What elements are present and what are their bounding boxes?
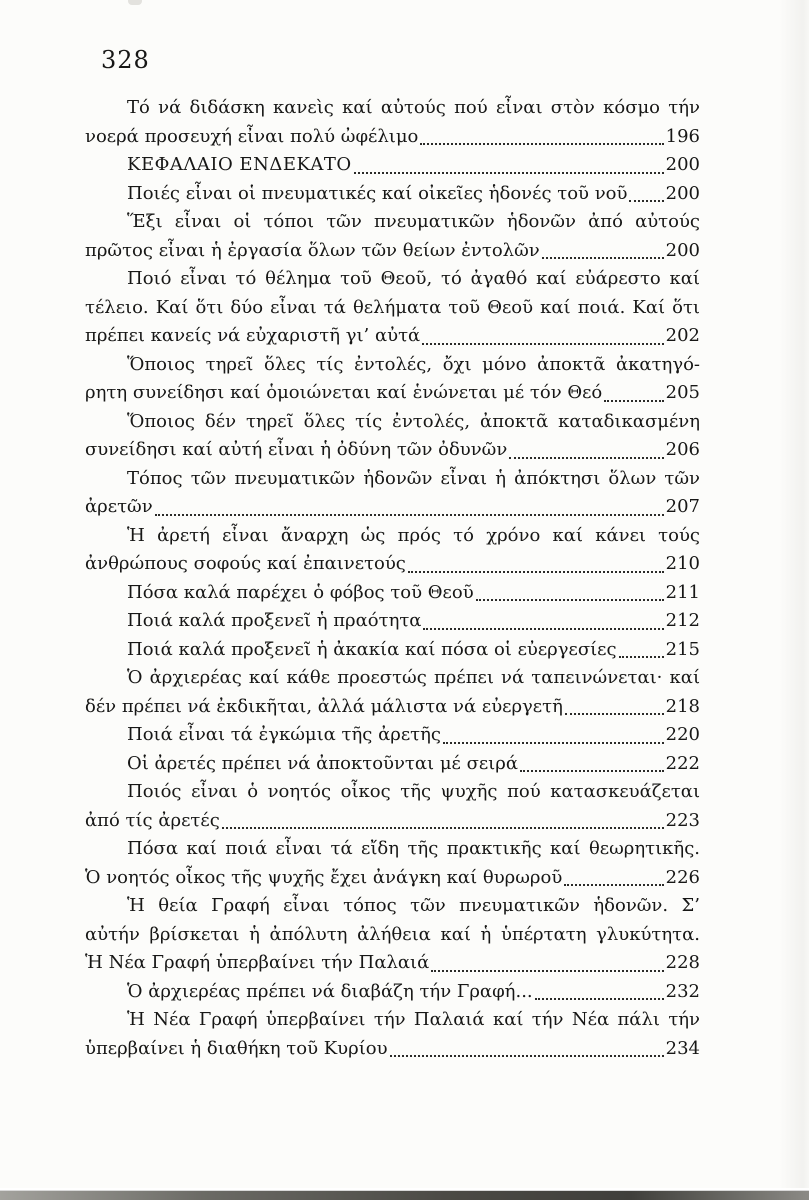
- scan-bottom-edge: [0, 1191, 809, 1200]
- dotted-leader: [443, 742, 664, 744]
- toc-line: [85, 750, 700, 779]
- toc-line: τέλειο. Καί ὅτι δύο εἶναι τά θελήματα τοῦ Θεοῦ καί ποιά. Καί ὅτι: [85, 296, 700, 318]
- toc-page-ref: 202: [665, 325, 700, 346]
- toc-line: [85, 436, 700, 465]
- dotted-leader: [354, 172, 664, 174]
- toc-page-ref: 232: [665, 980, 700, 1002]
- dotted-leader: [542, 257, 664, 259]
- toc-entry-text: Ὁ ἀρχιερέας πρέπει νά διαβάζη τήν Γραφή...: [127, 980, 533, 1002]
- toc-line: Ἡ θεία Γραφή εἶναι τόπος τῶν πνευματικῶν ἡδονῶν. Σ’: [127, 895, 700, 916]
- toc-line: Τόπος τῶν πνευματικῶν ἡδονῶν εἶναι ἡ ἀπόκτησι ὅλων τῶν: [127, 467, 700, 489]
- toc-entry: [85, 465, 700, 522]
- toc-entry-text: Ὁ νοητός οἶκος τῆς ψυχῆς ἔχει ἀνάγκη καί θυρωροῦ: [85, 866, 563, 888]
- toc-entry-text: Ποιές εἶναι οἱ πνευματικές καί οἰκεῖες ἡδονές τοῦ νοῦ: [127, 182, 628, 204]
- toc-line: [85, 693, 700, 722]
- toc-line: [85, 180, 700, 209]
- dotted-leader: [390, 1055, 664, 1057]
- dotted-leader: [431, 970, 663, 972]
- toc-line: [85, 636, 700, 665]
- toc-line: [85, 322, 700, 351]
- toc-page-ref: 196: [665, 125, 700, 147]
- toc-line: [85, 379, 700, 408]
- toc-entry-text: Ποιά καλά προξενεῖ ἡ πραότητα: [127, 610, 422, 631]
- toc-line: [85, 151, 700, 180]
- toc-entry: [85, 94, 700, 151]
- toc-entry: [85, 721, 700, 750]
- toc-entry: [85, 636, 700, 665]
- toc-line: αὐτήν βρίσκεται ἡ ἀπόλυτη ἀλήθεια καί ἡ ὑπέρτατη γλυκύτητα.: [85, 923, 700, 945]
- toc-page-ref: 210: [665, 553, 700, 574]
- toc-entry: [85, 978, 700, 1007]
- dotted-leader: [629, 200, 663, 202]
- toc-page-ref: 211: [665, 581, 700, 603]
- toc-entry-text: Πόσα καλά παρέχει ὁ φόβος τοῦ Θεοῦ: [127, 581, 474, 603]
- toc-line: [85, 237, 700, 266]
- toc-line: Ποιό εἶναι τό θέλημα τοῦ Θεοῦ, τό ἀγαθό καί εὐάρεστο καί: [127, 268, 700, 289]
- dotted-leader: [535, 998, 664, 1000]
- toc-line: [85, 807, 700, 836]
- toc-entry: [85, 408, 700, 465]
- toc-line: [85, 978, 700, 1007]
- dotted-leader: [408, 571, 664, 573]
- toc-line: Ἡ ἀρετή εἶναι ἄναρχη ὡς πρός τό χρόνο καί κάνει τούς: [127, 524, 700, 546]
- toc-line: Ὅποιος τηρεῖ ὅλες τίς ἐντολές, ὄχι μόνο ἀποκτᾶ ἀκατηγό-: [127, 353, 700, 375]
- scan-right-shadow: [779, 0, 809, 1200]
- toc-page-ref: 200: [665, 154, 700, 175]
- toc-page-ref: 222: [665, 752, 700, 774]
- toc-entry: [85, 607, 700, 636]
- toc-entry: [85, 1006, 700, 1063]
- toc-page-ref: 226: [665, 866, 700, 888]
- toc-line: [85, 721, 700, 750]
- dotted-leader: [520, 770, 664, 772]
- toc-line: Ἕξι εἶναι οἱ τόποι τῶν πνευματικῶν ἡδονῶν ἀπό αὐτούς: [127, 211, 700, 232]
- toc-page-ref: 228: [665, 952, 700, 973]
- toc-line: Πόσα καί ποιά εἶναι τά εἴδη τῆς πρακτικῆς καί θεωρητικῆς.: [127, 838, 700, 859]
- dotted-leader: [155, 514, 664, 516]
- toc-entry-text: ἀρετῶν: [85, 496, 153, 517]
- dotted-leader: [423, 628, 663, 630]
- toc-page-ref: 234: [665, 1037, 700, 1059]
- toc-entry: [85, 664, 700, 721]
- toc-line: [85, 550, 700, 579]
- toc-line: Τό νά διδάσκη κανεὶς καί αὐτούς πού εἶναι στὸν κόσμο τήν: [127, 97, 700, 118]
- toc-entry: [85, 351, 700, 408]
- toc-entry-text: ὑπερβαίνει ἡ διαθήκη τοῦ Κυρίου: [85, 1037, 388, 1059]
- toc-line: Ὁ ἀρχιερέας καί κάθε προεστώς πρέπει νά ταπεινώνεται· καί: [127, 667, 700, 688]
- toc-entry-text: ρητη συνείδησι καί ὁμοιώνεται καί ἑνώνεται μέ τόν Θεό: [85, 382, 603, 403]
- toc-line: [85, 864, 700, 893]
- toc-entry-text: Ποιά καλά προξενεῖ ἡ ἀκακία καί πόσα οἱ εὐεργεσίες: [127, 638, 617, 660]
- dotted-leader: [222, 827, 664, 829]
- dotted-leader: [604, 400, 663, 402]
- toc-entry-text: νοερά προσευχή εἶναι πολύ ὠφέλιμο: [85, 125, 419, 147]
- scan-artifact: [128, 0, 142, 5]
- toc-line: [85, 579, 700, 608]
- toc-line: Ὅποιος δέν τηρεῖ ὅλες τίς ἐντολές, ἀποκτᾶ καταδικασμένη: [127, 410, 700, 432]
- toc-page-ref: 212: [665, 610, 700, 631]
- toc-entry: [85, 208, 700, 265]
- toc-entry-text: Οἱ ἀρετές πρέπει νά ἀποκτοῦνται μέ σειρά: [127, 752, 518, 774]
- table-of-contents: [85, 94, 700, 1063]
- dotted-leader: [509, 457, 663, 459]
- toc-entry-text: ἀπό τίς ἀρετές: [85, 809, 220, 831]
- dotted-leader: [422, 343, 663, 345]
- chapter-heading-text: ΚΕΦΑΛΑΙΟ ΕΝΔΕΚΑΤΟ: [127, 154, 352, 175]
- toc-line: [85, 123, 700, 152]
- toc-entry-text: πρῶτος εἶναι ἡ ἐργασία ὅλων τῶν θείων ἐντολῶν: [85, 239, 540, 261]
- toc-entry: [85, 265, 700, 351]
- toc-entry-text: Ποιά εἶναι τά ἐγκώμια τῆς ἀρετῆς: [127, 724, 441, 745]
- toc-page-ref: 220: [665, 724, 700, 745]
- toc-page-ref: 207: [665, 496, 700, 517]
- toc-entry: [85, 892, 700, 978]
- toc-line: [85, 1035, 700, 1064]
- toc-page-ref: 223: [665, 809, 700, 831]
- toc-page-ref: 218: [665, 695, 700, 717]
- toc-line: [85, 949, 700, 978]
- toc-entry-text: δέν πρέπει νά ἐκδικῆται, ἀλλά μάλιστα νά εὐεργετῆ: [85, 695, 563, 717]
- page-number: 328: [101, 46, 150, 74]
- toc-entry: [85, 579, 700, 608]
- dotted-leader: [476, 599, 664, 601]
- toc-entry: [85, 778, 700, 835]
- toc-entry: [85, 180, 700, 209]
- toc-line: [85, 493, 700, 522]
- toc-page-ref: 215: [665, 638, 700, 660]
- toc-entry: [85, 835, 700, 892]
- dotted-leader: [619, 656, 664, 658]
- dotted-leader: [420, 143, 663, 145]
- toc-entry: [85, 522, 700, 579]
- toc-page-ref: 200: [665, 239, 700, 261]
- toc-entry-text: ἀνθρώπους σοφούς καί ἐπαινετούς: [85, 553, 406, 574]
- toc-page-ref: 205: [665, 382, 700, 403]
- toc-page-ref: 206: [665, 439, 700, 460]
- toc-line: Ἡ Νέα Γραφή ὑπερβαίνει τήν Παλαιά καί τήν Νέα πάλι τήν: [127, 1009, 700, 1030]
- toc-line: [85, 607, 700, 636]
- toc-chapter-heading: [85, 151, 700, 180]
- toc-entry: [85, 750, 700, 779]
- toc-entry-text: συνείδησι καί αὐτή εἶναι ἡ ὀδύνη τῶν ὀδυνῶν: [85, 439, 508, 460]
- dotted-leader: [564, 884, 663, 886]
- toc-entry-text: Ἡ Νέα Γραφή ὑπερβαίνει τήν Παλαιά: [85, 952, 430, 973]
- toc-entry-text: πρέπει κανείς νά εὐχαριστῆ γι’ αὐτά: [85, 325, 421, 346]
- toc-line: Ποιός εἶναι ὁ νοητός οἶκος τῆς ψυχῆς πού κατασκευάζεται: [127, 781, 700, 802]
- toc-page-ref: 200: [665, 182, 700, 204]
- dotted-leader: [565, 713, 664, 715]
